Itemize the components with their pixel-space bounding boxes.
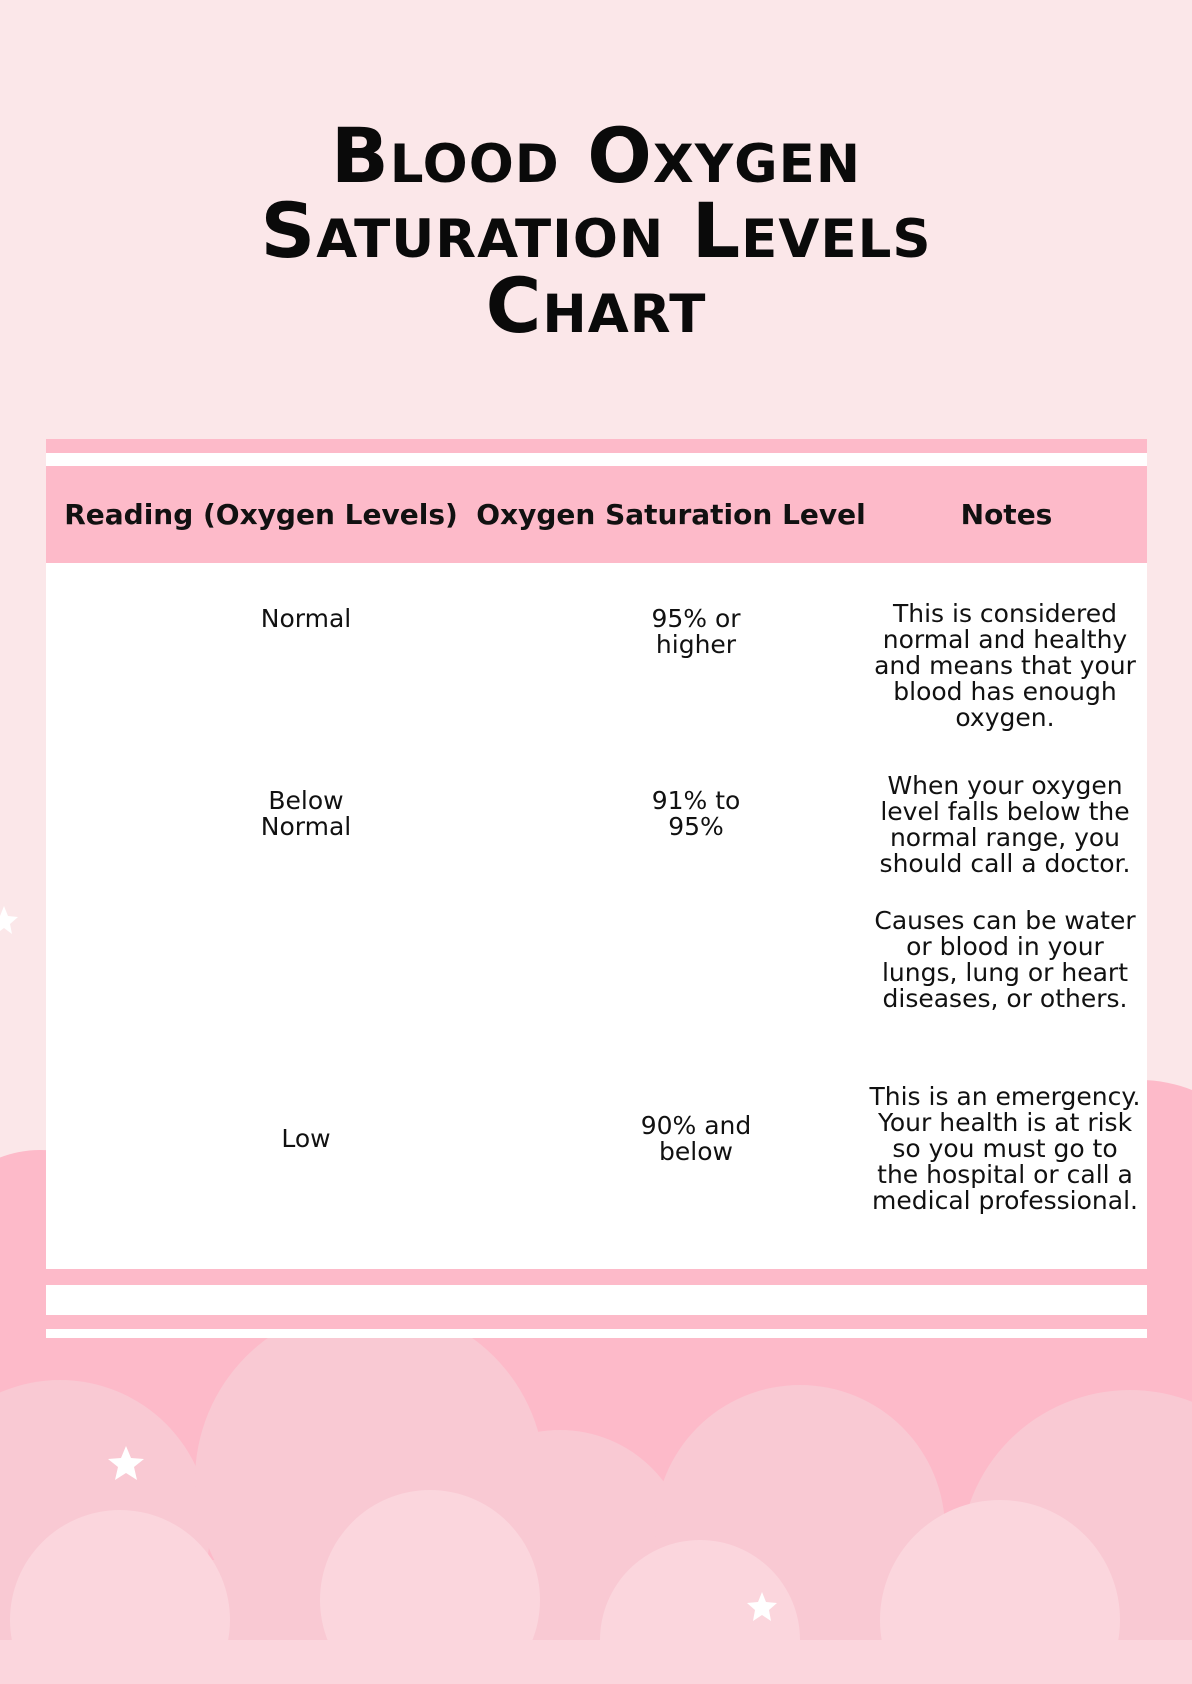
text-line: 91% to: [651, 786, 741, 815]
text-line: Normal: [260, 812, 352, 841]
row-normal-notes: [822, 601, 1188, 731]
text-line: 90% and: [640, 1111, 752, 1140]
header-notes: Notes: [960, 498, 1053, 531]
title-line-3: Chart: [485, 261, 707, 350]
text-line: diseases, or others.: [882, 984, 1128, 1013]
text-line: normal range, you: [889, 823, 1121, 852]
header-reading: Reading (Oxygen Levels): [64, 498, 458, 531]
text-line: Low: [281, 1124, 331, 1153]
text-line: should call a doctor.: [879, 849, 1131, 878]
text-line: Your health is at risk: [877, 1108, 1133, 1137]
row-below-normal-level: [596, 788, 796, 840]
bottom-band-white-2: [46, 1329, 1147, 1338]
text-line: blood has enough: [893, 677, 1117, 706]
row-low-reading: [196, 1126, 416, 1152]
table-header-row: [46, 466, 1147, 563]
bottom-band-white-1: [46, 1285, 1147, 1315]
text-line: oxygen.: [955, 703, 1055, 732]
text-line: medical professional.: [872, 1186, 1138, 1215]
row-normal-level: [596, 606, 796, 658]
row-below-normal-reading: [196, 788, 416, 840]
text-line: higher: [655, 630, 737, 659]
text-line: so you must go to: [892, 1134, 1118, 1163]
oxygen-levels-table: [46, 466, 1147, 1269]
text-line: Below: [268, 786, 344, 815]
text-line: Causes can be water: [874, 906, 1136, 935]
page-title: [0, 111, 1192, 350]
text-line: Normal: [260, 604, 352, 633]
text-line: below: [659, 1137, 733, 1166]
text-line: normal and healthy: [882, 625, 1128, 654]
text-line: 95%: [668, 812, 724, 841]
text-line: This is an emergency.: [869, 1082, 1141, 1111]
text-line: or blood in your: [906, 932, 1104, 961]
row-below-normal-notes-causes: [822, 908, 1188, 1012]
text-line: lungs, lung or heart: [881, 958, 1129, 987]
row-low-notes: [822, 1084, 1188, 1214]
text-line: level falls below the: [880, 797, 1130, 826]
bottom-band-pink-2: [46, 1315, 1147, 1329]
text-line: This is considered: [892, 599, 1118, 628]
title-line-1: Blood Oxygen: [330, 111, 862, 200]
row-below-normal-notes: [822, 773, 1188, 877]
row-low-level: [596, 1113, 796, 1165]
row-normal-reading: [196, 606, 416, 632]
text-line: the hospital or call a: [877, 1160, 1133, 1189]
top-band-pink: [46, 439, 1147, 453]
top-band-white: [46, 453, 1147, 466]
header-saturation-level: Oxygen Saturation Level: [476, 498, 866, 531]
text-line: When your oxygen: [887, 771, 1123, 800]
text-line: 95% or: [651, 604, 741, 633]
bottom-band-pink-1: [46, 1269, 1147, 1285]
text-line: and means that your: [874, 651, 1136, 680]
title-line-2: Saturation Levels: [260, 186, 932, 275]
